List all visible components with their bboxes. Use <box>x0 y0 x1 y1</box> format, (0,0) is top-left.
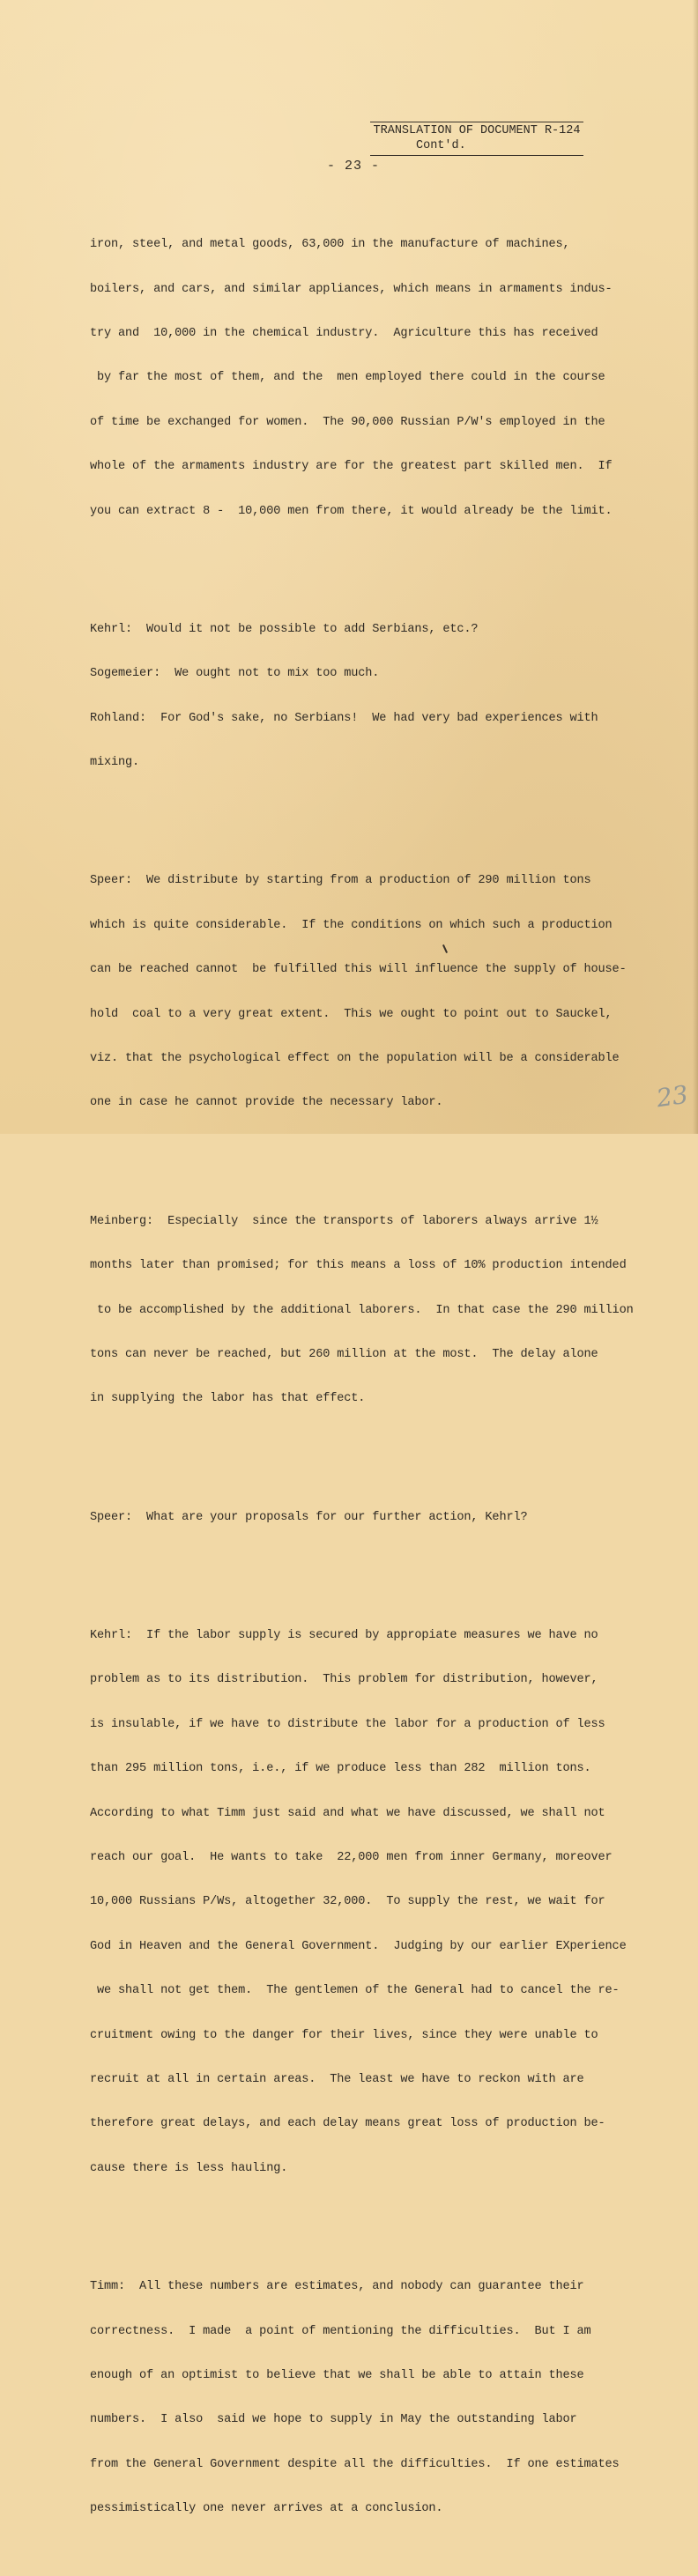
text-line: correctness. I made a point of mentioning the difficulties. But I am <box>90 2324 591 2338</box>
header-bottom-rule <box>370 155 583 156</box>
text-line: cruitment owing to the danger for their lives, since they were unable to <box>90 2028 598 2042</box>
header-title: TRANSLATION OF DOCUMENT R-124 <box>373 124 581 137</box>
text-line: cause there is less hauling. <box>90 2161 288 2175</box>
text-line: you can extract 8 - 10,000 men from there, it would already be the limit. <box>90 504 613 518</box>
paragraph-3 <box>90 845 663 1141</box>
text-line: which is quite considerable. If the conditions on which such a production <box>90 918 613 932</box>
document-body <box>90 179 663 2576</box>
text-line: to be accomplished by the additional laborers. In that case the 290 million <box>90 1303 634 1317</box>
text-line: Rohland: For God's sake, no Serbians! We had very bad experiences with <box>90 711 598 725</box>
text-line: hold coal to a very great extent. This we ought to point out to Sauckel, <box>90 1007 613 1021</box>
text-line: God in Heaven and the General Government. Judging by our earlier EXperience <box>90 1939 627 1953</box>
text-line: problem as to its distribution. This problem for distribution, however, <box>90 1673 598 1687</box>
paragraph-4 <box>90 1185 663 1437</box>
text-line: viz. that the psychological effect on the population will be a considerable <box>90 1052 620 1066</box>
text-line: boilers, and cars, and similar appliances, which means in armaments indus- <box>90 282 613 296</box>
text-line: whole of the armaments industry are for the greatest part skilled men. If <box>90 460 613 474</box>
paragraph-1 <box>90 209 663 549</box>
text-line: in supplying the labor has that effect. <box>90 1392 366 1406</box>
text-line: iron, steel, and metal goods, 63,000 in the manufacture of machines, <box>90 238 570 252</box>
text-line: reach our goal. He wants to take 22,000 men from inner Germany, moreover <box>90 1851 613 1865</box>
page-number: - 23 - <box>327 159 381 174</box>
handwritten-page-number: 23 <box>654 1079 690 1114</box>
text-line: According to what Timm just said and what we have discussed, we shall not <box>90 1806 605 1820</box>
text-line: Kehrl: If the labor supply is secured by appropiate measures we have no <box>90 1629 598 1643</box>
text-line: by far the most of them, and the men employed there could in the course <box>90 371 605 385</box>
text-line: tons can never be reached, but 260 million at the most. The delay alone <box>90 1347 598 1361</box>
header-subtitle: Cont'd. <box>416 139 466 152</box>
text-line: enough of an optimist to believe that we shall be able to attain these <box>90 2368 584 2382</box>
text-line: recruit at all in certain areas. The least we have to reckon with are <box>90 2073 584 2086</box>
text-line: 10,000 Russians P/Ws, altogether 32,000. To supply the rest, we wait for <box>90 1895 605 1909</box>
text-line: months later than promised; for this means a loss of 10% production intended <box>90 1259 627 1273</box>
text-line: is insulable, if we have to distribute the labor for a production of less <box>90 1717 605 1731</box>
text-line: from the General Government despite all the difficulties. If one estimates <box>90 2457 620 2471</box>
paragraph-7 <box>90 2251 663 2547</box>
text-line: one in case he cannot provide the necessary labor. <box>90 1096 443 1110</box>
paragraph-5 <box>90 1481 663 1555</box>
text-line: pessimistically one never arrives at a conclusion. <box>90 2502 443 2516</box>
page-edge-shadow <box>693 0 698 1134</box>
text-line: than 295 million tons, i.e., if we produce less than 282 million tons. <box>90 1762 591 1776</box>
text-line: Speer: What are your proposals for our further action, Kehrl? <box>90 1510 528 1524</box>
paragraph-6 <box>90 1600 663 2207</box>
text-line: try and 10,000 in the chemical industry. Agriculture this has received <box>90 326 598 340</box>
text-line: Meinberg: Especially since the transports of laborers always arrive 1½ <box>90 1214 598 1228</box>
text-line: therefore great delays, and each delay means great loss of production be- <box>90 2117 605 2131</box>
text-line: can be reached cannot be fulfilled this will influence the supply of house- <box>90 963 627 977</box>
text-line: numbers. I also said we hope to supply in May the outstanding labor <box>90 2413 577 2427</box>
text-line: Speer: We distribute by starting from a production of 290 million tons <box>90 874 591 888</box>
text-line: we shall not get them. The gentlemen of the General had to cancel the re- <box>90 1984 620 1998</box>
text-line: Sogemeier: We ought not to mix too much. <box>90 667 380 681</box>
text-line: Kehrl: Would it not be possible to add Serbians, etc.? <box>90 622 479 636</box>
text-line: mixing. <box>90 756 140 770</box>
text-line: of time be exchanged for women. The 90,000 Russian P/W's employed in the <box>90 415 605 429</box>
paragraph-2 <box>90 593 663 800</box>
document-header <box>367 122 587 156</box>
text-line: Timm: All these numbers are estimates, and nobody can guarantee their <box>90 2280 584 2294</box>
